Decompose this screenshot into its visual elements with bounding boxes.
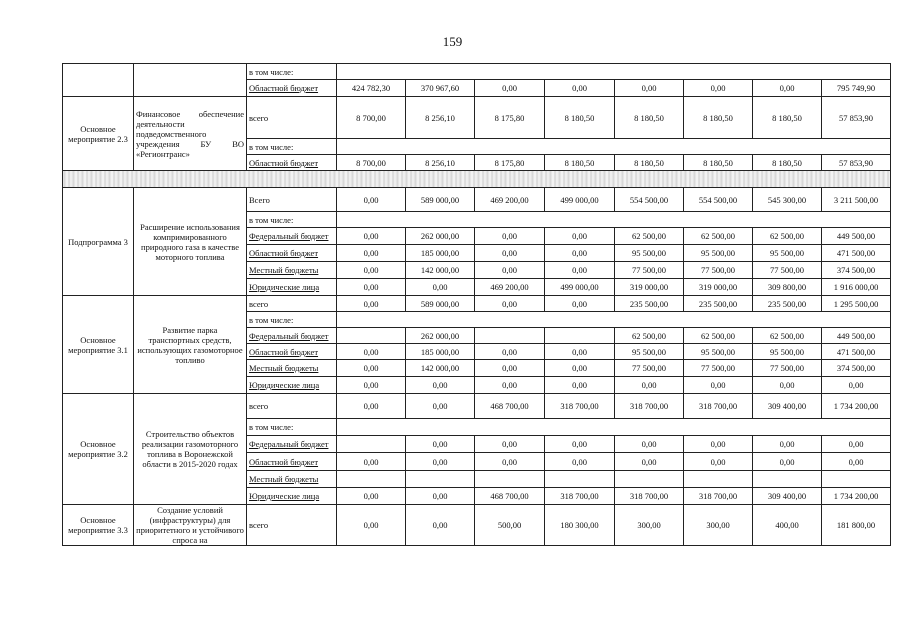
value-cell: 8 175,80 — [475, 155, 545, 171]
value-cell: 0,00 — [684, 80, 753, 97]
value-cell: 0,00 — [337, 394, 406, 419]
value-cell: 0,00 — [337, 296, 406, 312]
value-cell: 95 500,00 — [684, 245, 753, 262]
value-cell: 449 500,00 — [822, 228, 891, 245]
value-cell: 0,00 — [337, 188, 406, 212]
value-cell: 0,00 — [337, 344, 406, 360]
value-cell: 77 500,00 — [615, 360, 684, 377]
value-cell: 374 500,00 — [822, 262, 891, 279]
table-row: в том числе: — [63, 64, 891, 80]
value-cell: 62 500,00 — [684, 228, 753, 245]
value-cell: 469 200,00 — [475, 279, 545, 296]
value-cell: 0,00 — [545, 228, 615, 245]
value-cell — [406, 471, 475, 488]
group-desc: Строительство объектов реализации газомоторного топлива в Воронежской области в 2015-2020 годах — [134, 394, 247, 505]
value-cell: 8 700,00 — [337, 97, 406, 139]
group-desc: Финансовое обеспечение деятельности подведомственного учреждения БУ ВО «Регионтранс» — [134, 97, 247, 171]
table-row: Юридические лица 0,00 0,00 468 700,00 318 700,00 318 700,00 318 700,00 309 400,00 1 734 200,00 — [63, 488, 891, 505]
group-name: Основное мероприятие 3.1 — [63, 296, 134, 394]
value-cell: 0,00 — [337, 262, 406, 279]
value-cell: 0,00 — [684, 436, 753, 453]
value-cell: 0,00 — [615, 80, 684, 97]
table-row: Местный бюджеты 0,00 142 000,00 0,00 0,00 77 500,00 77 500,00 77 500,00 374 500,00 — [63, 360, 891, 377]
value-cell — [545, 328, 615, 344]
value-cell — [475, 471, 545, 488]
value-cell: 77 500,00 — [753, 262, 822, 279]
value-cell: 0,00 — [337, 360, 406, 377]
value-cell: 319 000,00 — [615, 279, 684, 296]
value-cell: 374 500,00 — [822, 360, 891, 377]
value-cell: 471 500,00 — [822, 245, 891, 262]
table-row: Местный бюджеты — [63, 471, 891, 488]
value-cell: 0,00 — [753, 436, 822, 453]
value-cell: 8 180,50 — [753, 97, 822, 139]
value-cell: 0,00 — [337, 377, 406, 394]
value-cell: 1 734 200,00 — [822, 488, 891, 505]
value-cell: 95 500,00 — [684, 344, 753, 360]
value-cell: 554 500,00 — [684, 188, 753, 212]
value-cell: 62 500,00 — [753, 328, 822, 344]
value-cell: 3 211 500,00 — [822, 188, 891, 212]
group-name: Подпрограмма 3 — [63, 188, 134, 296]
value-cell: 0,00 — [545, 377, 615, 394]
value-cell: 1 295 500,00 — [822, 296, 891, 312]
value-cell — [753, 471, 822, 488]
value-cell: 57 853,90 — [822, 97, 891, 139]
value-cell: 0,00 — [475, 436, 545, 453]
value-cell: 262 000,00 — [406, 228, 475, 245]
value-cell: 8 180,50 — [684, 155, 753, 171]
table-row: Федеральный бюджет 0,00 262 000,00 0,00 0,00 62 500,00 62 500,00 62 500,00 449 500,00 — [63, 228, 891, 245]
value-cell: 469 200,00 — [475, 188, 545, 212]
value-cell: 500,00 — [475, 505, 545, 546]
value-cell: 95 500,00 — [615, 245, 684, 262]
value-cell: 0,00 — [545, 436, 615, 453]
value-cell: 0,00 — [337, 279, 406, 296]
value-cell: 0,00 — [684, 377, 753, 394]
value-cell: 77 500,00 — [684, 262, 753, 279]
value-cell: 0,00 — [615, 453, 684, 471]
scan-noise-row — [63, 171, 891, 188]
value-cell: 8 180,50 — [545, 155, 615, 171]
value-cell: 1 734 200,00 — [822, 394, 891, 419]
value-cell: 309 400,00 — [753, 488, 822, 505]
value-cell: 370 967,60 — [406, 80, 475, 97]
value-cell: 545 300,00 — [753, 188, 822, 212]
value-cell: 319 000,00 — [684, 279, 753, 296]
value-cell: 142 000,00 — [406, 360, 475, 377]
value-cell: 0,00 — [337, 505, 406, 546]
value-cell: 0,00 — [475, 262, 545, 279]
value-cell: 318 700,00 — [684, 488, 753, 505]
table-row: Подпрограмма 3 Расширение использования компримированного природного газа в качестве моторного топлива Всего 0,00 589 000,00 469 200,00 499 000,00 554 500,00 554 500,00 545 300,00 3 211 500,00 — [63, 188, 891, 212]
value-cell: 0,00 — [545, 245, 615, 262]
value-cell: 8 256,10 — [406, 155, 475, 171]
value-cell: 300,00 — [615, 505, 684, 546]
table-row: в том числе: — [63, 139, 891, 155]
table-row: Областной бюджет 424 782,30 370 967,60 0,00 0,00 0,00 0,00 0,00 795 749,90 — [63, 80, 891, 97]
value-cell: 318 700,00 — [684, 394, 753, 419]
value-cell: 0,00 — [615, 436, 684, 453]
value-cell: 795 749,90 — [822, 80, 891, 97]
value-cell: 318 700,00 — [545, 488, 615, 505]
table-row: в том числе: — [63, 312, 891, 328]
value-cell: 0,00 — [475, 344, 545, 360]
value-cell — [684, 471, 753, 488]
value-cell: 77 500,00 — [753, 360, 822, 377]
group-name: Основное мероприятие 3.3 — [63, 505, 134, 546]
value-cell: 0,00 — [822, 436, 891, 453]
group-desc: Расширение использования компримированного природного газа в качестве моторного топлива — [134, 188, 247, 296]
value-cell: 0,00 — [406, 488, 475, 505]
table-row: Юридические лица 0,00 0,00 469 200,00 499 000,00 319 000,00 319 000,00 309 800,00 1 916 000,00 — [63, 279, 891, 296]
value-cell: 0,00 — [684, 453, 753, 471]
budget-table — [62, 63, 891, 546]
table-row: Основное мероприятие 3.3 Создание условий (инфраструктуры) для приоритетного и устойчивого спроса на всего 0,00 0,00 500,00 180 300,00 300,00 300,00 400,00 181 800,00 — [63, 505, 891, 546]
value-cell: 0,00 — [545, 262, 615, 279]
value-cell: 0,00 — [475, 453, 545, 471]
value-cell: 468 700,00 — [475, 394, 545, 419]
value-cell: 0,00 — [753, 453, 822, 471]
value-cell: 8 180,50 — [684, 97, 753, 139]
value-cell — [337, 436, 406, 453]
value-cell: 468 700,00 — [475, 488, 545, 505]
value-cell: 449 500,00 — [822, 328, 891, 344]
value-cell: 318 700,00 — [615, 488, 684, 505]
group-desc: Развитие парка транспортных средств, использующих газомоторное топливо — [134, 296, 247, 394]
value-cell: 77 500,00 — [615, 262, 684, 279]
table-row: Федеральный бюджет 0,00 0,00 0,00 0,00 0,00 0,00 0,00 — [63, 436, 891, 453]
value-cell: 62 500,00 — [615, 228, 684, 245]
value-cell: 0,00 — [475, 228, 545, 245]
value-cell: 235 500,00 — [684, 296, 753, 312]
value-cell: 8 180,50 — [753, 155, 822, 171]
value-cell: 589 000,00 — [406, 188, 475, 212]
table-row: Основное мероприятие 3.2 Строительство объектов реализации газомоторного топлива в Воронежской области в 2015-2020 годах всего 0,00 0,00 468 700,00 318 700,00 318 700,00 318 700,00 309 400,00 1 734 200,00 — [63, 394, 891, 419]
value-cell: 0,00 — [545, 296, 615, 312]
value-cell: 8 256,10 — [406, 97, 475, 139]
value-cell: 0,00 — [475, 296, 545, 312]
value-cell: 142 000,00 — [406, 262, 475, 279]
value-cell: 77 500,00 — [684, 360, 753, 377]
value-cell: 0,00 — [822, 377, 891, 394]
value-cell: 0,00 — [753, 377, 822, 394]
value-cell: 0,00 — [475, 80, 545, 97]
value-cell: 8 180,50 — [615, 97, 684, 139]
value-cell: 0,00 — [406, 453, 475, 471]
value-cell: 8 180,50 — [545, 97, 615, 139]
value-cell: 0,00 — [337, 453, 406, 471]
value-cell: 235 500,00 — [615, 296, 684, 312]
value-cell: 0,00 — [475, 360, 545, 377]
value-cell: 95 500,00 — [615, 344, 684, 360]
value-cell: 62 500,00 — [615, 328, 684, 344]
value-cell: 0,00 — [475, 377, 545, 394]
value-cell: 8 175,80 — [475, 97, 545, 139]
value-cell: 62 500,00 — [684, 328, 753, 344]
value-cell: 309 400,00 — [753, 394, 822, 419]
table-row: Федеральный бюджет 262 000,00 62 500,00 62 500,00 62 500,00 449 500,00 — [63, 328, 891, 344]
table-row: Основное мероприятие 3.1 Развитие парка транспортных средств, использующих газомоторное топливо всего 0,00 589 000,00 0,00 0,00 235 500,00 235 500,00 235 500,00 1 295 500,00 — [63, 296, 891, 312]
value-cell: 0,00 — [615, 377, 684, 394]
table-row: Местный бюджеты 0,00 142 000,00 0,00 0,00 77 500,00 77 500,00 77 500,00 374 500,00 — [63, 262, 891, 279]
value-cell: 471 500,00 — [822, 344, 891, 360]
group-name: Основное мероприятие 2.3 — [63, 97, 134, 171]
value-cell: 8 180,50 — [615, 155, 684, 171]
value-cell: 1 916 000,00 — [822, 279, 891, 296]
value-cell — [337, 328, 406, 344]
value-cell: 309 800,00 — [753, 279, 822, 296]
value-cell: 0,00 — [406, 394, 475, 419]
value-cell: 400,00 — [753, 505, 822, 546]
value-cell — [822, 471, 891, 488]
value-cell: 181 800,00 — [822, 505, 891, 546]
value-cell: 554 500,00 — [615, 188, 684, 212]
value-cell — [615, 471, 684, 488]
value-cell: 0,00 — [406, 279, 475, 296]
table-row: Областной бюджет 0,00 0,00 0,00 0,00 0,00 0,00 0,00 0,00 — [63, 453, 891, 471]
value-cell: 0,00 — [475, 245, 545, 262]
table-row: Областной бюджет 0,00 185 000,00 0,00 0,00 95 500,00 95 500,00 95 500,00 471 500,00 — [63, 344, 891, 360]
value-cell: 0,00 — [822, 453, 891, 471]
page-number: 159 — [442, 34, 463, 49]
value-cell: 0,00 — [545, 360, 615, 377]
value-cell: 424 782,30 — [337, 80, 406, 97]
value-cell: 318 700,00 — [615, 394, 684, 419]
value-cell: 95 500,00 — [753, 245, 822, 262]
value-cell: 0,00 — [337, 488, 406, 505]
group-desc: Создание условий (инфраструктуры) для приоритетного и устойчивого спроса на — [134, 505, 247, 546]
value-cell: 300,00 — [684, 505, 753, 546]
value-cell: 499 000,00 — [545, 279, 615, 296]
value-cell: 0,00 — [337, 245, 406, 262]
value-cell: 0,00 — [545, 453, 615, 471]
value-cell: 185 000,00 — [406, 344, 475, 360]
value-cell: 95 500,00 — [753, 344, 822, 360]
table-row: Юридические лица 0,00 0,00 0,00 0,00 0,00 0,00 0,00 0,00 — [63, 377, 891, 394]
value-cell: 185 000,00 — [406, 245, 475, 262]
table-row: Основное мероприятие 2.3 Финансовое обеспечение деятельности подведомственного учреждения БУ ВО «Регионтранс» всего 8 700,00 8 256,10 8 175,80 8 180,50 8 180,50 8 180,50 8 180,50 57 853,90 — [63, 97, 891, 139]
table-row: в том числе: — [63, 419, 891, 436]
value-cell: 262 000,00 — [406, 328, 475, 344]
value-cell: 57 853,90 — [822, 155, 891, 171]
group-name: Основное мероприятие 3.2 — [63, 394, 134, 505]
value-cell — [337, 471, 406, 488]
value-cell: 235 500,00 — [753, 296, 822, 312]
value-cell: 589 000,00 — [406, 296, 475, 312]
value-cell: 0,00 — [406, 436, 475, 453]
value-cell — [475, 328, 545, 344]
value-cell: 62 500,00 — [753, 228, 822, 245]
value-cell: 0,00 — [337, 228, 406, 245]
value-cell: 0,00 — [406, 377, 475, 394]
value-cell: 0,00 — [545, 80, 615, 97]
value-cell: 0,00 — [545, 344, 615, 360]
value-cell: 0,00 — [753, 80, 822, 97]
value-cell: 0,00 — [406, 505, 475, 546]
value-cell: 180 300,00 — [545, 505, 615, 546]
table-row: в том числе: — [63, 212, 891, 228]
table-row: Областной бюджет 8 700,00 8 256,10 8 175,80 8 180,50 8 180,50 8 180,50 8 180,50 57 853,90 — [63, 155, 891, 171]
value-cell: 8 700,00 — [337, 155, 406, 171]
table-row: Областной бюджет 0,00 185 000,00 0,00 0,00 95 500,00 95 500,00 95 500,00 471 500,00 — [63, 245, 891, 262]
value-cell: 318 700,00 — [545, 394, 615, 419]
value-cell — [545, 471, 615, 488]
value-cell: 499 000,00 — [545, 188, 615, 212]
